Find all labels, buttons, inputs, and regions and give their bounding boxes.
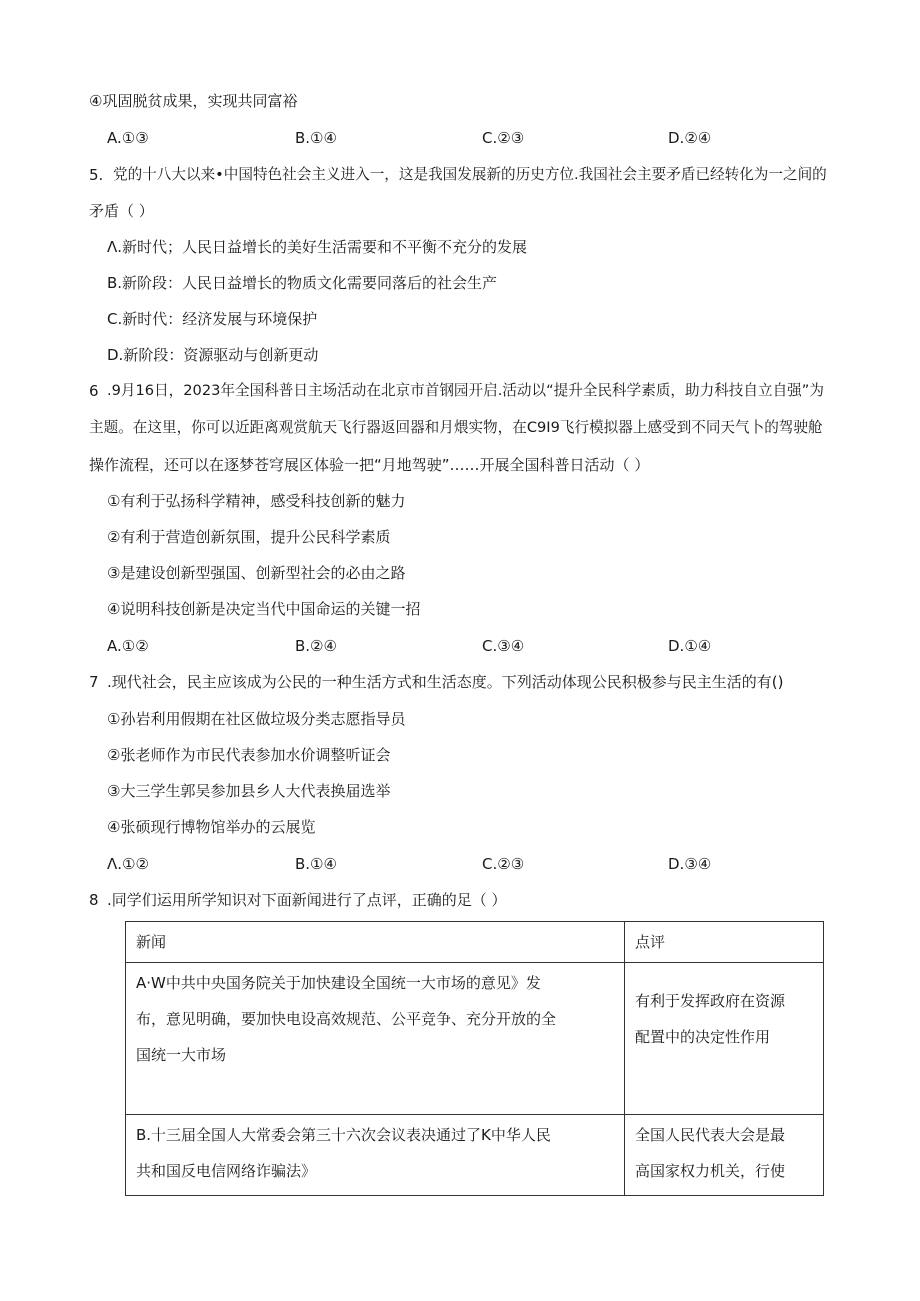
q6-item-4: ④说明科技创新是决定当代中国命运的关键一招: [107, 600, 421, 618]
table-header-row: [126, 922, 824, 963]
q6-item-3: ③是建设创新型强国、创新型社会的必由之路: [107, 564, 406, 582]
q7-item-4: ④张硕现行博物馆举办的云展览: [107, 818, 316, 836]
q7-item-3: ③大三学生郭吴参加县乡人大代表换届选举: [107, 782, 391, 800]
q5-stem-line2: 矛盾（ ）: [89, 202, 154, 220]
q6-option-b: B.②④: [295, 637, 337, 655]
q7-option-c: C.②③: [482, 855, 525, 873]
q6-item-1: ①有利于弘扬科学精神，感受科技创新的魅力: [107, 492, 406, 510]
row-b-news-line: B.十三届全国人大常委会第三十六次会议表决通过了K中华人民: [136, 1126, 551, 1144]
q5-option-a: Λ.新时代；人民日益增长的美好生活需要和不平衡不充分的发展: [107, 238, 528, 256]
q7-item-1: ①孙岩利用假期在社区做垃圾分类志愿指导员: [107, 710, 406, 728]
q5-option-d: D.新阶段：资源驱动与创新更动: [107, 346, 319, 364]
q5-number: 5.: [89, 166, 104, 184]
q6-number: 6: [89, 382, 99, 400]
q6-stem-line2: 主题。在这里，你可以近距离观赏航天飞行器返回器和月煨实物，在C9I9飞行模拟器上感受到不同天气卜的驾驶舱: [89, 419, 823, 436]
q5-option-c: C.新时代：经济发展与环境保护: [107, 310, 318, 328]
q7-number: 7: [89, 673, 99, 691]
q4-item-4: ④巩固脱贫成果，实现共同富裕: [89, 92, 298, 110]
q6-stem-line3: 操作流程，还可以在逐梦苍穹展区体验一把“月地驾驶”……开展全国科普日活动（ ）: [89, 456, 650, 474]
q8-stem-line1: .同学们运用所学知识对下面新闻进行了点评，正确的足（ ）: [107, 891, 507, 909]
header-comment-label: 点评: [635, 933, 666, 951]
row-a-news-cell: [126, 963, 625, 1115]
table-header-comment: [625, 922, 824, 963]
q6-option-c: C.③④: [482, 637, 525, 655]
q8-number: 8: [89, 891, 99, 909]
q4-option-c: C.②③: [482, 129, 525, 147]
table-header-news: [126, 922, 625, 963]
table-row: [126, 1115, 824, 1196]
row-b-comment-line: 高国家权力机关，行使: [635, 1162, 786, 1180]
row-b-news-line: 共和国反电信网络诈骗法》: [136, 1162, 317, 1180]
row-a-comment-cell: [625, 963, 824, 1115]
q6-option-a: A.①②: [107, 637, 149, 655]
q6-stem-line1: .9月16日，2023年全国科普日主场活动在北京市首钢园开启.活动以“提升全民科学素质，助力科技自立自强”为: [107, 382, 824, 399]
header-news-label: 新闻: [136, 933, 167, 951]
q5-stem-line1: 党的十八大以来•中国特色社会主义进入一，这是我国发展新的历史方位.我国社会主要矛盾已经转化为一之间的: [113, 166, 827, 183]
row-a-comment-line: 配置中的决定性作用: [635, 1028, 771, 1046]
news-table: [125, 921, 824, 1196]
q7-option-a: Λ.①②: [107, 855, 149, 873]
q4-option-b: B.①④: [295, 129, 337, 147]
table-row: [126, 963, 824, 1115]
q4-option-a: A.①③: [107, 129, 149, 147]
row-a-comment-line: 有利于发挥政府在资源: [635, 992, 786, 1010]
q7-item-2: ②张老师作为市民代表参加水价调整听证会: [107, 746, 391, 764]
q4-option-d: D.②④: [668, 129, 712, 147]
q6-item-2: ②有利于营造创新氛围，提升公民科学素质: [107, 528, 391, 546]
row-a-news-line: A·W中共中央国务院关于加快建设全国统一大市场的意见》发: [136, 974, 541, 992]
row-b-news-cell: [126, 1115, 625, 1196]
q5-option-b: B.新阶段：人民日益增长的物质文化需要同落后的社会生产: [107, 274, 498, 292]
q7-option-d: D.③④: [668, 855, 712, 873]
row-b-comment-line: 全国人民代表大会是最: [635, 1126, 786, 1144]
q6-option-d: D.①④: [668, 637, 712, 655]
row-b-comment-cell: [625, 1115, 824, 1196]
q7-stem-line1: .现代社会，民主应该成为公民的一种生活方式和生活态度。下列活动体现公民积极参与民主生活的有(): [107, 673, 784, 691]
row-a-news-line: 布，意见明确，要加快电设高效规范、公平竞争、充分开放的全: [136, 1010, 557, 1028]
q7-option-b: B.①④: [295, 855, 337, 873]
row-a-news-line: 国统一大市场: [136, 1046, 227, 1064]
